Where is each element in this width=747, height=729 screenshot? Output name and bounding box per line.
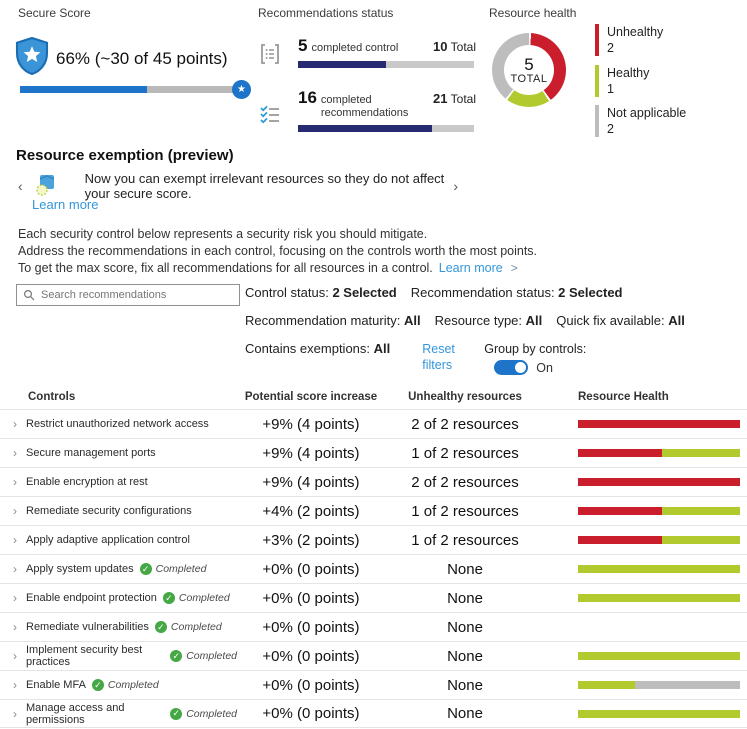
expand-chevron-icon[interactable]: › [13,649,17,663]
expand-chevron-icon[interactable]: › [13,591,17,605]
potential-score-increase: +9% (4 points) [262,473,360,491]
unhealthy-resources: None [447,647,483,665]
expand-chevron-icon[interactable]: › [13,562,17,576]
completed-badge [92,679,159,691]
secure-score-progress-fill [20,86,147,93]
control-row[interactable] [0,409,747,438]
legend-swatch [595,24,599,56]
recommendations-total: 21 Total [433,91,476,106]
unhealthy-resources: 2 of 2 resources [411,415,519,433]
table-body [0,409,747,728]
legend-swatch [595,65,599,97]
control-name: Manage access and permissions [26,701,125,726]
health-bar-segment [578,652,740,660]
control-name: Remediate security configurations [26,505,192,517]
completed-check-icon: ✓ [170,650,182,662]
resource-health-bar [578,652,740,660]
health-bar-segment [578,478,740,486]
health-bar-segment [662,507,740,515]
resource-exemption-icon [35,174,57,198]
banner-previous-chevron-icon[interactable]: ‹ [18,178,23,194]
completed-label: Completed [186,650,237,662]
control-row[interactable] [0,438,747,467]
potential-score-increase: +0% (0 points) [262,618,360,636]
completed-label: Completed [107,679,159,691]
resource-health-cell [545,681,747,689]
health-bar-segment [662,536,740,544]
health-bar-segment [578,536,662,544]
header-unhealthy-resources: Unhealthy resources [408,391,522,403]
recommendations-status-title: Recommendations status [258,6,394,20]
control-name: Secure management ports [26,447,156,459]
controls-progress-bar [298,61,474,68]
health-bar-segment [578,565,740,573]
completed-label: Completed [170,621,222,633]
completed-recommendations-stat [256,88,476,132]
resource-health-cell [545,449,747,457]
completed-recommendations-count: 16 [298,88,317,107]
unhealthy-resources: 1 of 2 resources [411,502,519,520]
resource-health-cell [545,565,747,573]
control-name: Remediate vulnerabilities [26,621,149,633]
group-by-controls-label: Group by controls: [484,342,587,356]
resource-health-cell [545,710,747,718]
resource-health-cell [545,652,747,660]
control-row[interactable] [0,641,747,670]
resource-health-donut-chart [492,33,566,107]
legend-item [595,105,686,138]
potential-score-increase: +3% (2 points) [262,531,360,549]
search-input[interactable] [41,289,233,301]
filter-contains-exemptions[interactable]: Contains exemptions: All [245,341,391,356]
control-row[interactable] [0,554,747,583]
potential-score-increase: +0% (0 points) [262,676,360,694]
secure-score-title: Secure Score [18,6,91,20]
expand-chevron-icon[interactable]: › [13,417,17,431]
control-name: Restrict unauthorized network access [26,418,209,430]
potential-score-increase: +9% (4 points) [262,444,360,462]
health-bar-segment [662,449,740,457]
resource-health-cell [545,478,747,486]
expand-chevron-icon[interactable]: › [13,533,17,547]
health-bar-segment [578,594,740,602]
expand-chevron-icon[interactable]: › [13,620,17,634]
unhealthy-resources: None [447,676,483,694]
completed-badge [170,650,237,662]
completed-controls-count: 5 [298,36,308,55]
completed-check-icon: ✓ [140,563,152,575]
filter-row-2 [245,313,745,328]
potential-score-increase: +0% (0 points) [262,647,360,665]
filter-dropdown[interactable]: Recommendation status: 2 Selected [410,285,623,300]
health-bar-segment [635,681,740,689]
secure-score-progress-bar [20,84,246,95]
filter-dropdown[interactable]: Control status: 2 Selected [245,285,397,300]
search-box[interactable] [16,284,240,306]
control-row[interactable] [0,525,747,554]
completed-check-icon: ✓ [92,679,104,691]
resource-health-bar [578,449,740,457]
filter-row-1 [245,285,745,300]
intro-line-2: Address the recommendations in each control, focusing on the controls worth the most points. [18,244,538,258]
completed-recommendations-label: completed recommendations [320,94,409,120]
control-name: Enable endpoint protection [26,592,157,604]
unhealthy-resources: 1 of 2 resources [411,531,519,549]
control-name: Implement security best practices [26,644,143,668]
completed-label: Completed [178,592,230,604]
recommendations-progress-bar [298,125,474,132]
control-row[interactable] [0,583,747,612]
unhealthy-resources: None [447,589,483,607]
controls-table [0,385,747,728]
health-bar-segment [578,681,635,689]
resource-health-bar [578,565,740,573]
filter-dropdown[interactable]: Quick fix available: All [556,313,685,328]
filter-dropdown[interactable]: Resource type: All [434,313,543,328]
completed-check-icon: ✓ [155,621,167,633]
control-row[interactable] [0,699,747,728]
header-controls: Controls [28,391,76,403]
search-icon [23,289,35,301]
controls-total: 10 Total [433,39,476,54]
completed-label: Completed [155,563,207,575]
intro-learn-more-link[interactable]: Learn more [438,261,503,275]
control-row[interactable] [0,496,747,525]
legend-item [595,65,686,98]
resource-health-cell [545,420,747,428]
group-by-controls-toggle[interactable] [494,360,528,375]
checklist-icon [258,102,282,126]
legend-label: Not applicable 2 [607,106,687,137]
intro-line-1: Each security control below represents a security risk you should mitigate. [18,227,428,241]
expand-chevron-icon[interactable]: › [13,446,17,460]
resource-health-bar [578,710,740,718]
resource-health-bar [578,536,740,544]
potential-score-increase: +0% (0 points) [262,560,360,578]
legend-swatch [595,105,599,137]
exemption-section-title: Resource exemption (preview) [16,147,234,164]
completed-check-icon: ✓ [163,592,175,604]
expand-chevron-icon[interactable]: › [13,504,17,518]
score-star-badge-icon: ★ [232,80,251,99]
control-name: Apply adaptive application control [26,534,190,546]
completed-check-icon: ✓ [170,708,182,720]
table-header-row [0,385,747,409]
completed-label: Completed [186,707,237,720]
health-bar-segment [578,507,662,515]
expand-chevron-icon[interactable]: › [13,475,17,489]
expand-chevron-icon[interactable]: › [13,706,17,721]
control-name: Apply system updates [26,563,134,575]
completed-controls-stat [256,36,476,68]
resource-health-cell [545,594,747,602]
resource-health-title: Resource health [489,6,577,20]
legend-item [595,24,686,57]
completed-badge [170,708,237,720]
intro-line-3: To get the max score, fix all recommendations for all resources in a control. Learn more > [18,261,518,275]
health-bar-segment [578,449,662,457]
potential-score-increase: +4% (2 points) [262,502,360,520]
header-resource-health: Resource Health [578,391,669,403]
health-bar-segment [578,420,740,428]
control-name: Enable MFA [26,679,86,691]
toggle-state-label: On [536,360,553,375]
learn-more-arrow-icon: > [510,261,518,275]
potential-score-increase: +9% (4 points) [262,415,360,433]
health-bar-segment [578,710,740,718]
unhealthy-resources: 1 of 2 resources [411,444,519,462]
donut-total-label: TOTAL [510,72,548,85]
control-row[interactable] [0,670,747,699]
exemption-learn-more-link[interactable]: Learn more [32,197,99,212]
banner-next-chevron-icon[interactable]: › [453,178,458,194]
control-name: Enable encryption at rest [26,476,148,488]
resource-health-bar [578,478,740,486]
unhealthy-resources: None [447,560,483,578]
unhealthy-resources: 2 of 2 resources [411,473,519,491]
completed-badge [140,563,207,575]
resource-health-cell [545,507,747,515]
secure-score-value: 66% (~30 of 45 points) [56,48,228,68]
legend-label: Healthy 1 [607,65,650,96]
resource-health-bar [578,594,740,602]
completed-badge [163,592,230,604]
resource-health-cell [545,536,747,544]
reset-filters-link[interactable]: Reset filters [422,342,455,373]
potential-score-increase: +0% (0 points) [262,589,360,607]
intro-text [18,226,537,277]
resource-health-bar [578,507,740,515]
controls-list-icon [258,42,282,66]
completed-badge [155,621,222,633]
completed-controls-label: completed control [311,42,399,54]
resource-health-bar [578,681,740,689]
filter-dropdown[interactable]: Recommendation maturity: All [245,313,421,328]
control-row[interactable] [0,467,747,496]
legend-label: Unhealthy 2 [607,25,664,56]
unhealthy-resources: None [447,705,483,722]
header-potential-score-increase: Potential score increase [244,391,378,403]
expand-chevron-icon[interactable]: › [13,678,17,692]
donut-total-value: 5 [524,54,534,74]
control-row[interactable] [0,612,747,641]
exemption-message: Now you can exempt irrelevant resources so they do not affect your secure score. [84,171,445,201]
resource-health-bar [578,420,740,428]
shield-star-icon [14,36,50,81]
resource-health-legend [595,24,686,146]
potential-score-increase: +0% (0 points) [262,705,360,722]
toggle-knob [515,362,526,373]
unhealthy-resources: None [447,618,483,636]
